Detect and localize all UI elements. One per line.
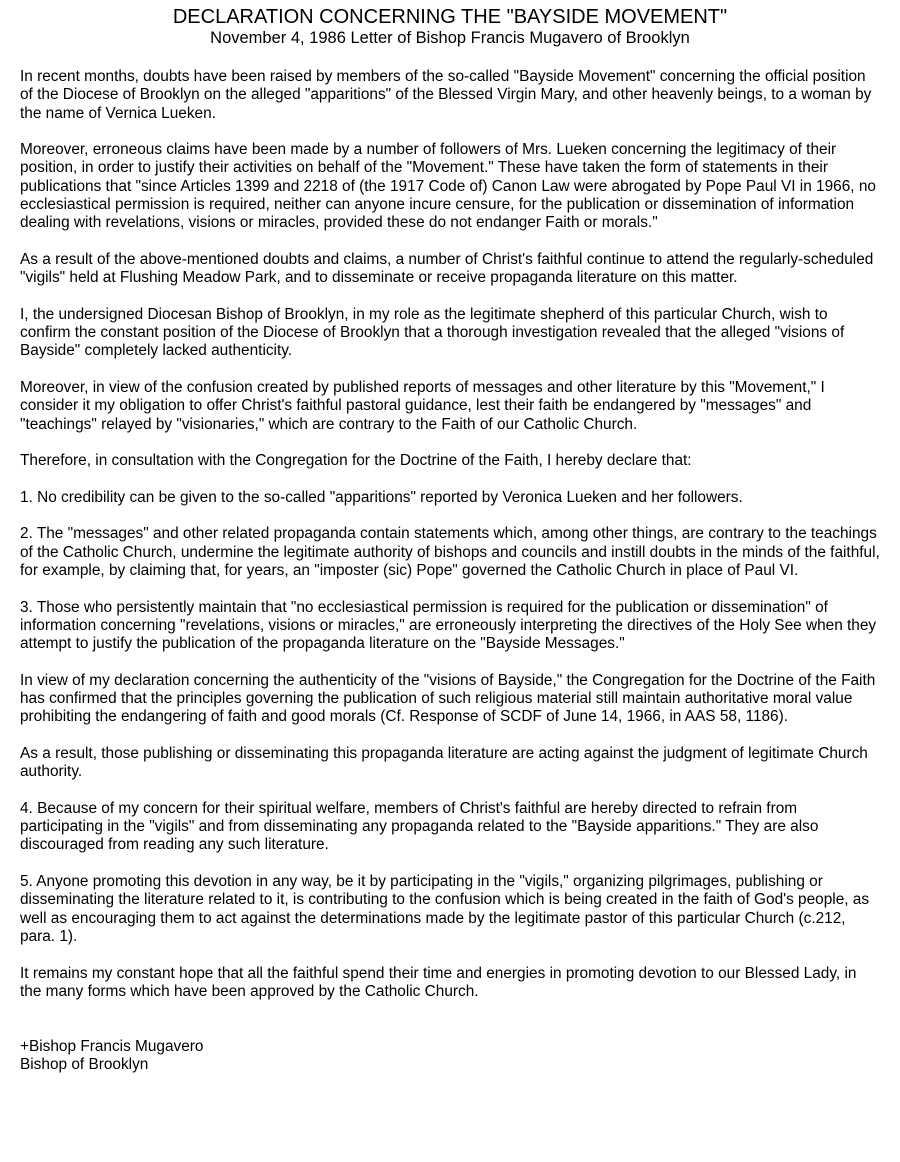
paragraph-investigation: I, the undersigned Diocesan Bishop of Brooklyn, in my role as the legitimate shepherd of this particular Church, wish to confirm the constant position of the Diocese of Brooklyn that a thorough investigation revealed that the alleged "visions of Bayside" completely lacked authenticity. [20,305,845,360]
paragraph-intro: In recent months, doubts have been raised by members of the so-called "Bayside Movement" concerning the official position of the Diocese of Brooklyn on the alleged "apparitions" of the Blessed Virgin Mary, and other heavenly beings, to a woman by the name of Vernica Lueken. [20,68,872,122]
paragraph-erroneous-claims: Moreover, erroneous claims have been made by a number of followers of Mrs. Lueken concerning the legitimacy of their position, in order to justify their activities on behalf of the "Movement." These have taken the form of statements in their publications that "since Articles 1399 and 2218 of (the 1917 Code of) Canon Law were abrogated by Pope Paul VI in 1966, no ecclesiastical permission is required, neither can anyone incure censure, for the publication or dissemination of information dealing with revelations, visions or miracles, provided these do not endanger Faith or morals." [20,141,876,232]
paragraph-point-1: 1. No credibility can be given to the so-called "apparitions" reported by Veronica Lueken and her followers. [20,488,743,506]
paragraph-result: As a result, those publishing or disseminating this propaganda literature are acting against the judgment of legitimate Church authority. [20,744,868,781]
paragraph-point-5: 5. Anyone promoting this devotion in any way, be it by participating in the "vigils," organizing pilgrimages, publishing or disseminating the literature related to it, is contributing to the confusion which is being created in the faith of God's people, as well as encouraging them to act against the determinations made by the legitimate pastor of this particular Church (c.212, para. 1). [20,873,870,945]
paragraph-point-2: 2. The "messages" and other related propaganda contain statements which, among other things, are contrary to the teachings of the Catholic Church, undermine the legitimate authority of bishops and councils and instill doubts in the minds of the faithful, for example, by claiming that, for years, an "imposter (sic) Pope" governed the Catholic Church in place of Paul VI. [20,525,880,580]
signature-role: Bishop of Brooklyn [20,1056,149,1074]
signature-name: +Bishop Francis Mugavero [20,1037,204,1055]
paragraph-pastoral-guidance: Moreover, in view of the confusion created by published reports of messages and other literature by this "Movement," I consider it my obligation to offer Christ's faithful pastoral guidance, lest their faith be endangered by "messages" and "teachings" relayed by "visionaries," which are contrary to the Faith of our Catholic Church. [20,379,825,433]
paragraph-closing: It remains my constant hope that all the faithful spend their time and energies in promoting devotion to our Blessed Lady, in the many forms which have been approved by the Catholic Church. [20,964,857,1000]
document-title: DECLARATION CONCERNING THE "BAYSIDE MOVEMENT" [172,6,728,28]
paragraph-authenticity: In view of my declaration concerning the authenticity of the "visions of Bayside," the Congregation for the Doctrine of the Faith has confirmed that the principles governing the publication of such religious material still maintain authoritative moral value prohibiting the endangering of faith and good morals (Cf. Response of SCDF of June 14, 1966, in AAS 58, 1186). [20,671,876,726]
signature-block [20,1038,880,1075]
paragraph-declaration-intro: Therefore, in consultation with the Congregation for the Doctrine of the Faith, I hereby declare that: [20,452,692,470]
document-subtitle: November 4, 1986 Letter of Bishop Francis Mugavero of Brooklyn [210,29,690,47]
paragraph-point-4: 4. Because of my concern for their spiritual welfare, members of Christ's faithful are hereby directed to refrain from participating in the "vigils" and from disseminating any propaganda related to the "Bayside apparitions." They are also discouraged from reading any such literature. [20,799,819,854]
document-body [20,68,880,1001]
paragraph-vigils: As a result of the above-mentioned doubts and claims, a number of Christ's faithful continue to attend the regularly-scheduled "vigils" held at Flushing Meadow Park, and to disseminate or receive propaganda literature on this matter. [20,250,874,287]
paragraph-point-3: 3. Those who persistently maintain that "no ecclesiastical permission is required for the publication or dissemination" of information concerning "revelations, visions or miracles," are erroneously interpreting the directives of the Holy See when they attempt to justify the publication of the propaganda literature on the "Bayside Messages." [20,598,877,653]
